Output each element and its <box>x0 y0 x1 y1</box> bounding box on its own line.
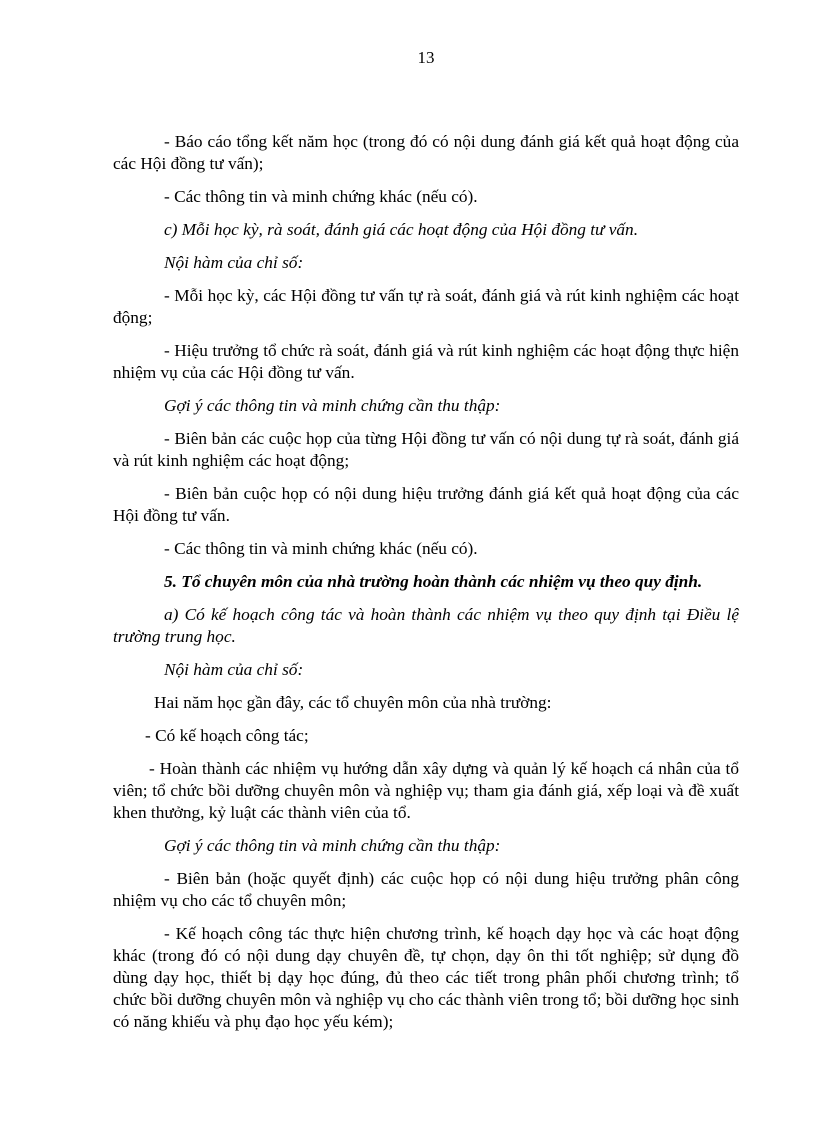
section-label: Gợi ý các thông tin và minh chứng cần thu thập: <box>164 836 501 855</box>
paragraph: - Các thông tin và minh chứng khác (nếu có). <box>164 187 478 206</box>
standard-heading: 5. Tổ chuyên môn của nhà trường hoàn thành các nhiệm vụ theo quy định. <box>164 572 703 591</box>
paragraph: - Biên bản cuộc họp có nội dung hiệu trưởng đánh giá kết quả hoạt động của các Hội đồng tư vấn. <box>113 484 739 525</box>
section-label: Gợi ý các thông tin và minh chứng cần thu thập: <box>164 396 501 415</box>
paragraph: - Hiệu trưởng tổ chức rà soát, đánh giá và rút kinh nghiệm các hoạt động thực hiện nhiệm vụ của các Hội đồng tư vấn. <box>113 341 739 382</box>
paragraph: Hai năm học gần đây, các tổ chuyên môn của nhà trường: <box>154 693 552 712</box>
paragraph: - Báo cáo tổng kết năm học (trong đó có nội dung đánh giá kết quả hoạt động của các Hội đồng tư vấn); <box>113 132 739 173</box>
paragraph: - Biên bản các cuộc họp của từng Hội đồng tư vấn có nội dung tự rà soát, đánh giá và rút kinh nghiệm các hoạt động; <box>113 429 739 470</box>
paragraph: - Kế hoạch công tác thực hiện chương trình, kế hoạch dạy học và các hoạt động khác (trong đó có nội dung dạy chuyên đề, tự chọn, dạy ôn thi tốt nghiệp; sử dụng đồ dùng dạy học, thiết bị dạy học đúng, đủ theo các tiết trong phân phối chương trình; tổ chức bồi dưỡng chuyên môn và nghiệp vụ cho các thành viên trong tổ; bồi dưỡng học sinh có năng khiếu và phụ đạo học yếu kém); <box>113 924 739 1031</box>
section-label: Nội hàm của chỉ số: <box>164 660 304 679</box>
section-label: Nội hàm của chỉ số: <box>164 253 304 272</box>
paragraph: - Có kế hoạch công tác; <box>145 726 309 745</box>
criterion-heading: a) Có kế hoạch công tác và hoàn thành các nhiệm vụ theo quy định tại Điều lệ trường trung học. <box>113 605 739 646</box>
paragraph: - Hoàn thành các nhiệm vụ hướng dẫn xây dựng và quản lý kế hoạch cá nhân của tổ viên; tổ chức bồi dưỡng chuyên môn và nghiệp vụ; tham gia đánh giá, xếp loại và đề xuất khen thưởng, kỷ luật các thành viên của tổ. <box>113 759 739 822</box>
page-number: 13 <box>417 48 435 67</box>
paragraph: - Mỗi học kỳ, các Hội đồng tư vấn tự rà soát, đánh giá và rút kinh nghiệm các hoạt động; <box>113 286 739 327</box>
paragraph: - Biên bản (hoặc quyết định) các cuộc họp có nội dung hiệu trưởng phân công nhiệm vụ cho các tổ chuyên môn; <box>113 869 739 910</box>
paragraph: - Các thông tin và minh chứng khác (nếu có). <box>164 539 478 558</box>
criterion-heading: c) Mỗi học kỳ, rà soát, đánh giá các hoạt động của Hội đồng tư vấn. <box>164 220 639 239</box>
document-body <box>113 131 739 1044</box>
